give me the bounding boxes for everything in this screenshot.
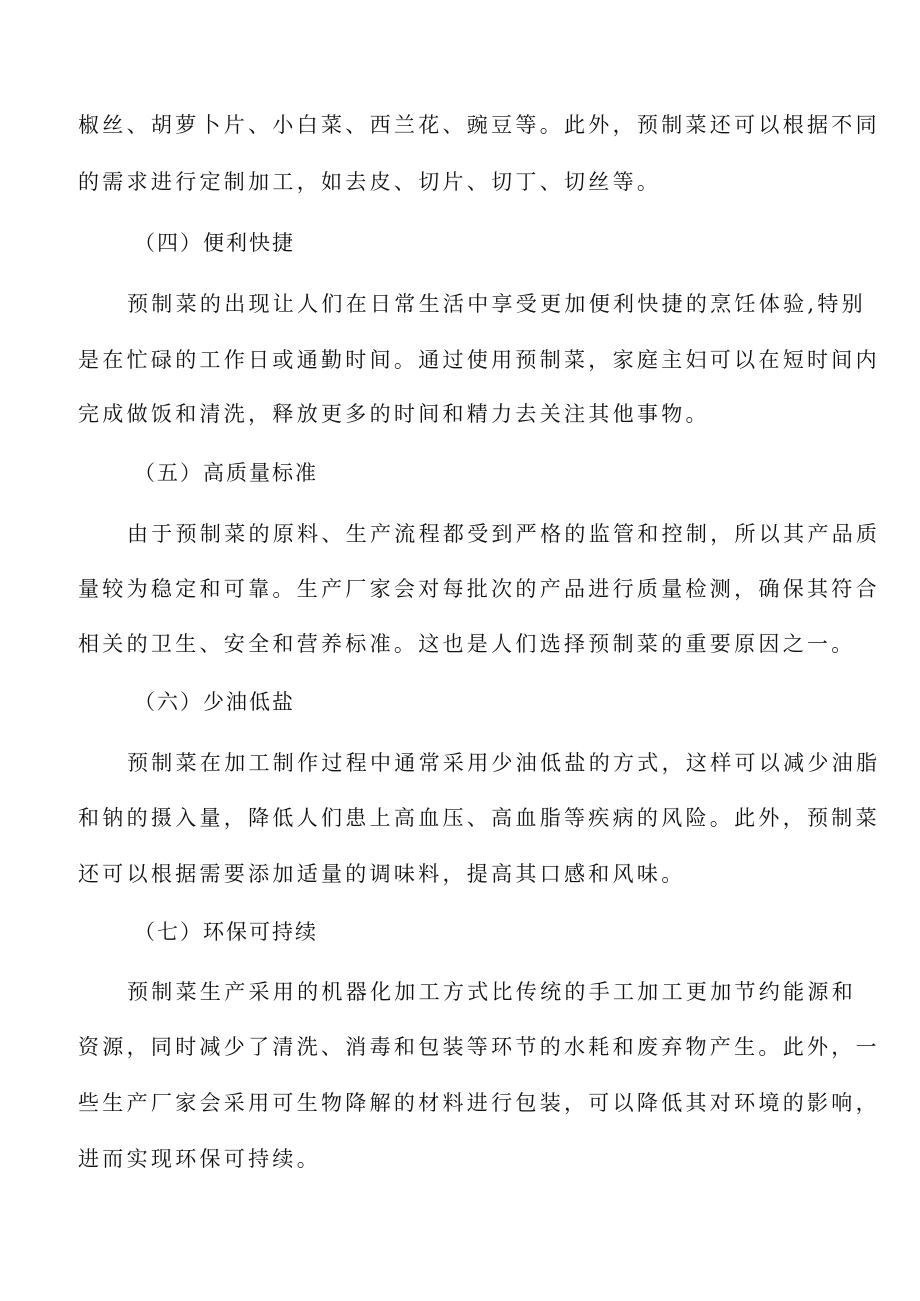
paragraph-line: 由于预制菜的原料、生产流程都受到严格的监管和控制，所以其产品质 [127, 522, 881, 546]
paragraph-line: 预制菜生产采用的机器化加工方式比传统的手工加工更加节约能源和 [127, 980, 856, 1004]
paragraph-line: 预制菜的出现让人们在日常生活中享受更加便利快捷的烹饪体验,特别 [127, 292, 866, 316]
paragraph-line: 是在忙碌的工作日或通勤时间。通过使用预制菜，家庭主妇可以在短时间内 [78, 348, 880, 372]
paragraph-line: 还可以根据需要添加适量的调味料，提高其口感和风味。 [78, 862, 686, 886]
paragraph-line: 相关的卫生、安全和营养标准。这也是人们选择预制菜的重要原因之一。 [78, 632, 856, 656]
paragraph-line: 椒丝、胡萝卜片、小白菜、西兰花、豌豆等。此外，预制菜还可以根据不同 [78, 113, 880, 137]
section-heading-5: （五）高质量标准 [134, 461, 318, 485]
paragraph-line: 完成做饭和清洗，释放更多的时间和精力去关注其他事物。 [78, 402, 710, 426]
paragraph-line: 进而实现环保可持续。 [78, 1147, 321, 1171]
paragraph-line: 资源，同时减少了清洗、消毒和包装等环节的水耗和废弃物产生。此外，一 [78, 1035, 880, 1059]
paragraph-line: 些生产厂家会采用可生物降解的材料进行包装，可以降低其对环境的影响， [78, 1091, 880, 1115]
paragraph-line: 量较为稳定和可靠。生产厂家会对每批次的产品进行质量检测，确保其符合 [78, 577, 880, 601]
section-heading-6: （六）少油低盐 [134, 690, 295, 714]
paragraph-line: 和钠的摄入量，降低人们患上高血压、高血脂等疾病的风险。此外，预制菜 [78, 806, 880, 830]
paragraph-line: 的需求进行定制加工，如去皮、切片、切丁、切丝等。 [78, 170, 662, 194]
paragraph-line: 预制菜在加工制作过程中通常采用少油低盐的方式，这样可以减少油脂 [127, 751, 881, 775]
section-heading-4: （四）便利快捷 [134, 231, 295, 255]
section-heading-7: （七）环保可持续 [134, 920, 318, 944]
